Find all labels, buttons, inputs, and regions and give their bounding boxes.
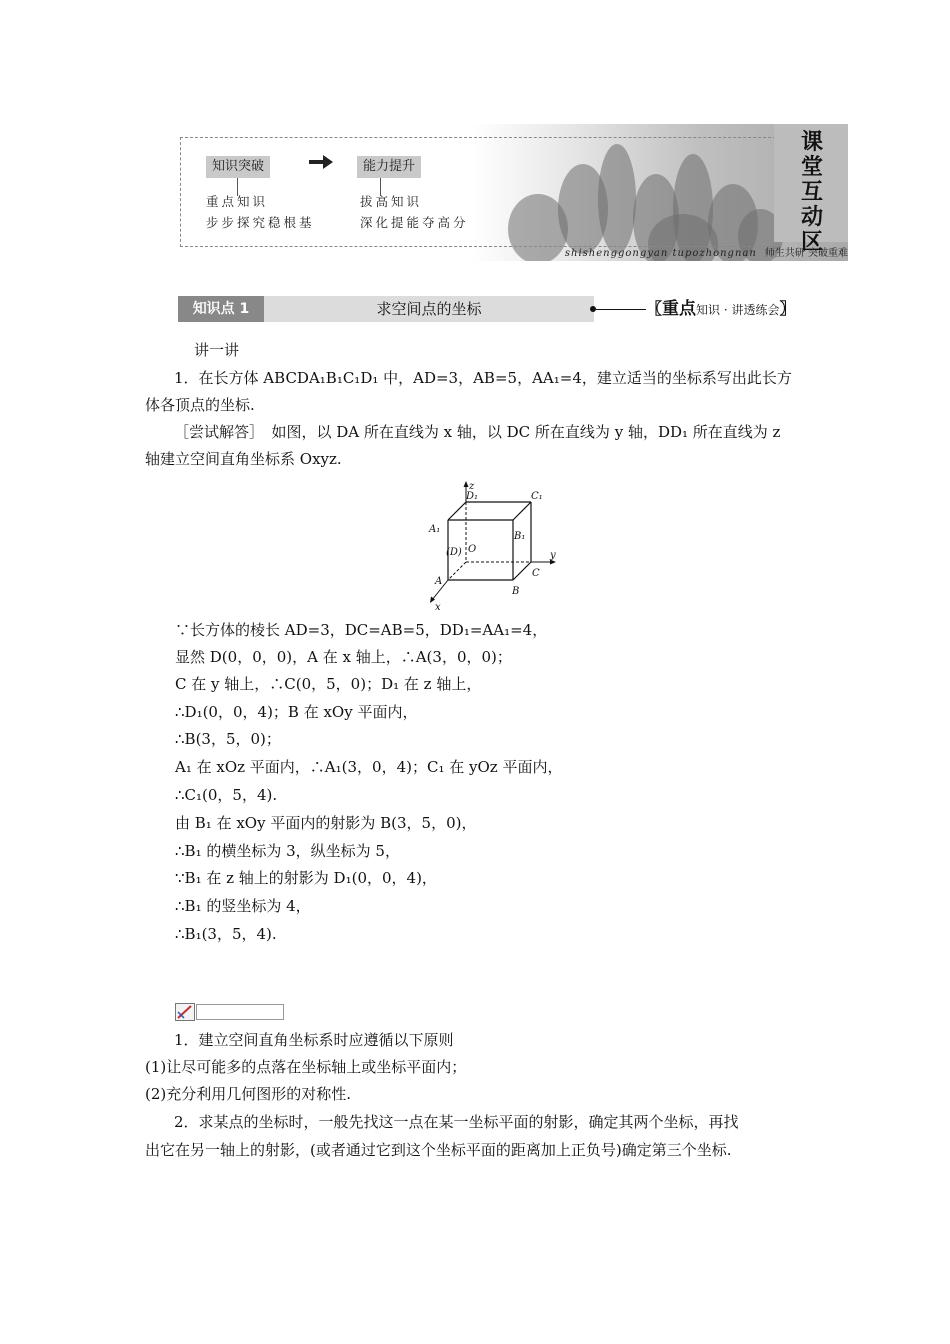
problem-line-1: 1．在长方体 ABCDA₁B₁C₁D₁ 中，AD=3，AB=5，AA₁=4，建立适当的坐标系写出此长方 <box>174 369 792 387</box>
banner-footer <box>540 246 848 261</box>
tag-knowledge-breakthrough: 知识突破 <box>206 156 270 178</box>
problem-line-2: 体各顶点的坐标. <box>145 396 255 414</box>
tip-pencil-icon <box>175 1003 195 1021</box>
banner-side-title: 课堂互动区 <box>800 130 823 255</box>
solution-line-5: ∴B(3，5，0)； <box>175 730 281 748</box>
solution-line-11: ∴B₁ 的竖坐标为 4， <box>175 897 311 915</box>
solution-line-12: ∴B₁(3，5，4). <box>175 925 277 943</box>
tip-line-4: 2．求某点的坐标时，一般先找这一点在某一坐标平面的射影，确定其两个坐标，再找 <box>174 1113 739 1131</box>
answer-line-2: 轴建立空间直角坐标系 Oxyz. <box>145 450 342 468</box>
arrow-right-icon <box>307 152 335 172</box>
solution-line-2: 显然 D(0，0，0)，A 在 x 轴上，∴A(3，0，0)； <box>175 648 512 666</box>
solution-line-4: ∴D₁(0，0，4)；B 在 xOy 平面内， <box>175 703 418 721</box>
solution-line-7: ∴C₁(0，5，4). <box>175 786 278 804</box>
label-y: y <box>550 550 556 561</box>
banner-left-line1: 重点知识 <box>206 194 269 209</box>
hidden-edge-da <box>448 562 466 580</box>
label-a: A <box>435 576 443 587</box>
tip-line-5: 出它在另一轴上的射影，(或者通过它到这个坐标平面的距离加上正负号)确定第三个坐标. <box>145 1141 732 1159</box>
banner-footer-pinyin: shishenggongyan tupozhongnan <box>564 248 757 259</box>
banner-footer-cn: 师生共研 突破重难 <box>764 248 848 259</box>
label-c1: C₁ <box>531 491 543 502</box>
solution-line-9: ∴B₁ 的横坐标为 3，纵坐标为 5， <box>175 842 400 860</box>
edge-a1d1 <box>448 502 466 520</box>
label-x: x <box>435 602 441 612</box>
tag-ability-improve: 能力提升 <box>357 156 421 178</box>
label-c: C <box>532 568 540 579</box>
banner-right-line1: 拔高知识 <box>360 194 423 209</box>
bracket-close: 〗 <box>779 299 796 318</box>
z-arrow <box>464 481 469 487</box>
cuboid-figure <box>420 480 570 612</box>
label-b1: B₁ <box>514 531 526 542</box>
banner-right-line2: 深化提能夺高分 <box>360 215 469 230</box>
solution-line-1: ∵长方体的棱长 AD=3，DC=AB=5，DD₁=AA₁=4， <box>175 621 548 639</box>
tip-title-bar <box>196 1004 284 1020</box>
solution-line-8: 由 B₁ 在 xOy 平面内的射影为 B(3，5，0)， <box>175 814 477 832</box>
key-point-word: 重点 <box>662 299 697 319</box>
banner-left-line2: 步步探究稳根基 <box>206 215 315 230</box>
label-b: B <box>512 586 520 597</box>
solution-line-3: C 在 y 轴上，∴C(0，5，0)；D₁ 在 z 轴上， <box>175 675 482 693</box>
edge-bc <box>513 562 531 580</box>
solution-line-10: ∵B₁ 在 z 轴上的射影为 D₁(0，0，4)， <box>175 869 437 887</box>
bracket-open: 〖 <box>646 299 663 318</box>
knowledge-point-title: 求空间点的坐标 <box>264 296 594 322</box>
label-a1: A₁ <box>429 524 441 535</box>
header-rule <box>596 309 646 310</box>
lesson-label: 讲一讲 <box>194 341 240 359</box>
label-z: z <box>469 481 475 492</box>
label-d: (D) <box>446 547 462 558</box>
edge-b1c1 <box>513 502 531 520</box>
tip-line-1: 1．建立空间直角坐标系时应遵循以下原则 <box>174 1031 454 1049</box>
header-right-caption <box>646 298 846 320</box>
label-d1: D₁ <box>466 491 479 502</box>
answer-line-1: ［尝试解答］ 如图，以 DA 所在直线为 x 轴，以 DC 所在直线为 y 轴，DD₁ 所在直线为 z <box>174 423 781 441</box>
solution-line-6: A₁ 在 xOz 平面内，∴A₁(3，0，4)；C₁ 在 yOz 平面内， <box>175 758 563 776</box>
knowledge-point-label: 知识点 1 <box>178 296 264 322</box>
tip-line-2: (1)让尽可能多的点落在坐标轴上或坐标平面内； <box>145 1058 467 1076</box>
key-point-subtitle: 知识 · 讲透练会 <box>696 303 780 317</box>
tip-line-3: (2)充分利用几何图形的对称性. <box>145 1085 352 1103</box>
label-o: O <box>468 544 477 555</box>
